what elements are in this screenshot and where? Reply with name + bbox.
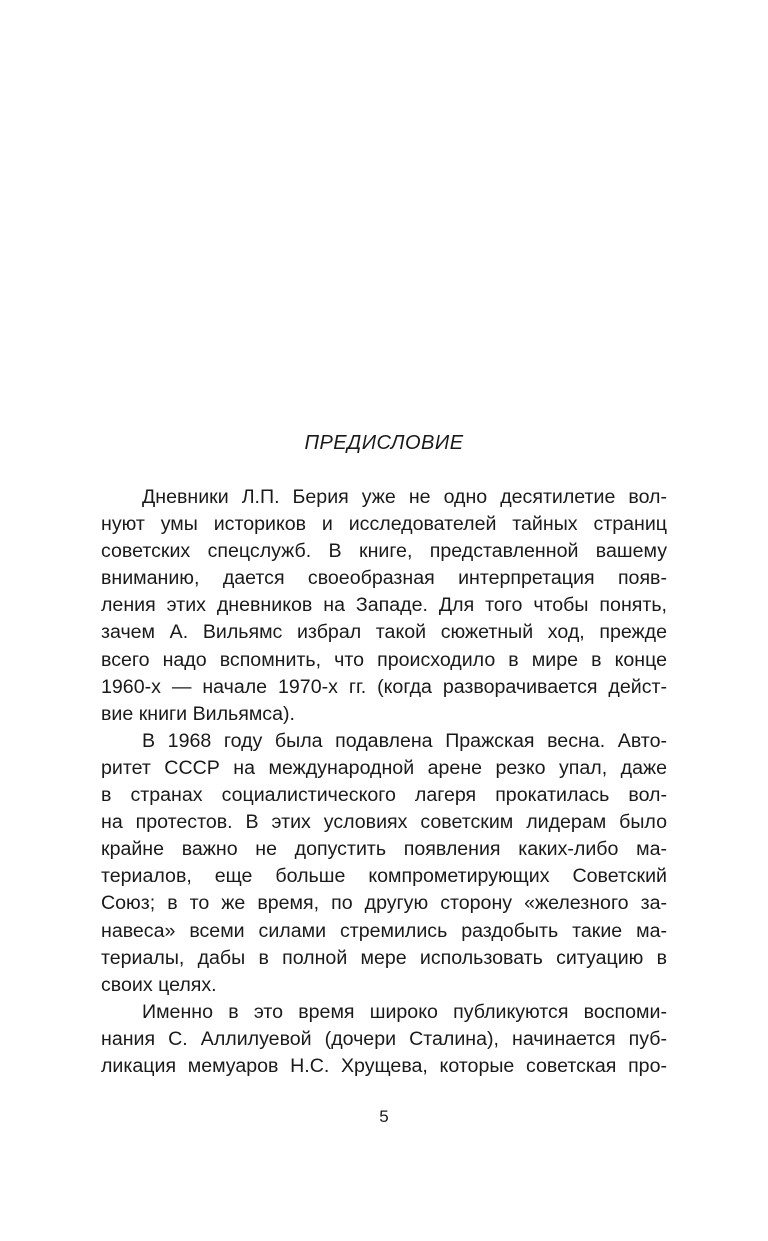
- text-line: нания С. Аллилуевой (дочери Сталина), начинается пуб-: [101, 1027, 667, 1050]
- page-number: 5: [379, 1107, 389, 1126]
- text-line: вие книги Вильямса).: [101, 702, 295, 725]
- text-line: нуют умы историков и исследователей тайных страниц: [101, 513, 667, 536]
- text-line: на протестов. В этих условиях советским лидерам было: [101, 811, 667, 834]
- text-line: крайне важно не допустить появления каких-либо ма-: [101, 838, 667, 861]
- text-line: 1960-х — начале 1970-х гг. (когда разворачивается дейст-: [101, 675, 667, 698]
- paragraph: [101, 999, 667, 1080]
- body-text: [101, 484, 667, 1080]
- paragraph: [101, 484, 667, 728]
- text-line: Именно в это время широко публикуются воспоми-: [142, 1000, 667, 1023]
- text-line: ления этих дневников на Западе. Для того чтобы понять,: [101, 594, 667, 617]
- paragraph: [101, 728, 667, 999]
- text-line: зачем А. Вильямс избрал такой сюжетный ход, прежде: [101, 621, 667, 644]
- text-line: териалы, дабы в полной мере использовать ситуацию в: [101, 946, 667, 969]
- text-line: советских спецслужб. В книге, представленной вашему: [101, 540, 667, 563]
- text-line: навеса» всеми силами стремились раздобыть такие ма-: [101, 919, 667, 942]
- text-line: ритет СССР на международной арене резко упал, даже: [101, 756, 667, 779]
- text-line: всего надо вспомнить, что происходило в мире в конце: [101, 648, 667, 671]
- chapter-heading: ПРЕДИСЛОВИЕ: [304, 432, 464, 454]
- text-line: в странах социалистического лагеря прокатилась вол-: [101, 784, 667, 807]
- text-line: териалов, еще больше компрометирующих Советский: [101, 865, 667, 888]
- text-line: вниманию, дается своеобразная интерпретация появ-: [101, 567, 667, 590]
- text-line: Дневники Л.П. Берия уже не одно десятилетие вол-: [142, 486, 667, 508]
- text-line: своих целях.: [101, 973, 217, 996]
- text-line: Союз; в то же время, по другую сторону «железного за-: [101, 892, 667, 915]
- text-line: ликация мемуаров Н.С. Хрущева, которые советская про-: [101, 1054, 667, 1077]
- text-line: В 1968 году была подавлена Пражская весна. Авто-: [142, 729, 667, 752]
